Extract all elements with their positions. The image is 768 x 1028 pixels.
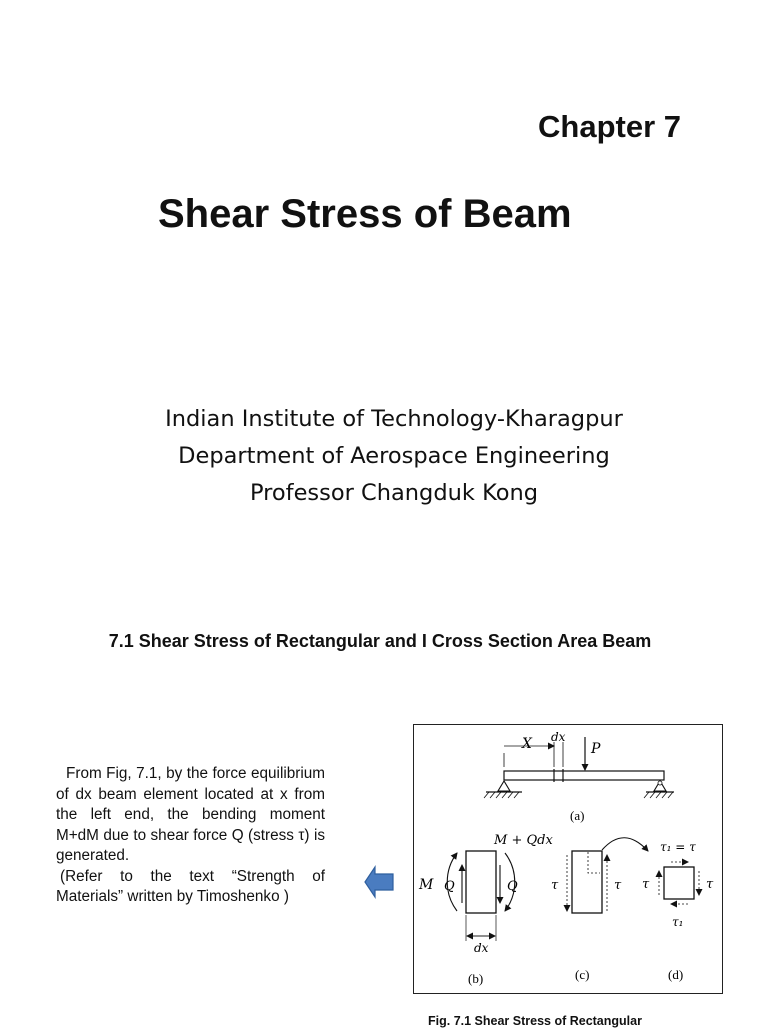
element-diagram-d bbox=[642, 840, 714, 982]
tau1-equals-tau-label: τ₁ = τ bbox=[660, 840, 696, 854]
institute-name: Indian Institute of Technology-Kharagpur bbox=[165, 406, 623, 432]
subfig-a-label: (a) bbox=[570, 808, 585, 823]
tau-d-left-label: τ bbox=[642, 877, 650, 892]
paragraph-text: From Fig, 7.1, by the force equilibrium of dx beam element located at x from the left end, the bending moment M+dM due to shear force Q (stress τ) is generated. bbox=[56, 765, 325, 864]
figure-caption: Fig. 7.1 Shear Stress of Rectangular bbox=[428, 1014, 642, 1028]
subfig-c-label: (c) bbox=[575, 967, 590, 982]
chapter-label: Chapter 7 bbox=[538, 109, 681, 144]
beam-figure bbox=[414, 725, 722, 993]
element-diagram-c bbox=[551, 838, 648, 982]
affiliation-block bbox=[0, 401, 768, 512]
reference-text: (Refer to the text “Strength of Materials” written by Timoshenko ) bbox=[56, 867, 325, 905]
professor-name: Professor Changduk Kong bbox=[249, 480, 539, 506]
subfig-b-label: (b) bbox=[468, 971, 484, 986]
x-label: X bbox=[522, 736, 532, 752]
dx-label-b: dx bbox=[474, 941, 489, 955]
tau1-label: τ₁ bbox=[672, 915, 684, 929]
mqdx-label: M + Qdx bbox=[494, 833, 553, 848]
department-name: Department of Aerospace Engineering bbox=[178, 443, 610, 469]
page-title: Shear Stress of Beam bbox=[158, 192, 572, 236]
q-left-label: Q bbox=[444, 879, 455, 894]
p-label: P bbox=[591, 741, 601, 757]
beam-diagram-a bbox=[484, 730, 674, 823]
section-heading: 7.1 Shear Stress of Rectangular and I Cross Section Area Beam bbox=[108, 631, 652, 651]
element-diagram-b bbox=[418, 833, 553, 986]
dx-label-a: dx bbox=[551, 730, 566, 744]
subfig-d-label: (d) bbox=[668, 967, 684, 982]
q-right-label: Q bbox=[507, 879, 518, 894]
tau-d-right-label: τ bbox=[706, 877, 714, 892]
tau-c-right-label: τ bbox=[614, 878, 622, 893]
tau-c-left-label: τ bbox=[551, 878, 559, 893]
figure-panel bbox=[413, 724, 723, 994]
left-arrow-icon bbox=[364, 863, 394, 901]
m-label: M bbox=[419, 877, 434, 893]
body-paragraph bbox=[56, 764, 325, 908]
